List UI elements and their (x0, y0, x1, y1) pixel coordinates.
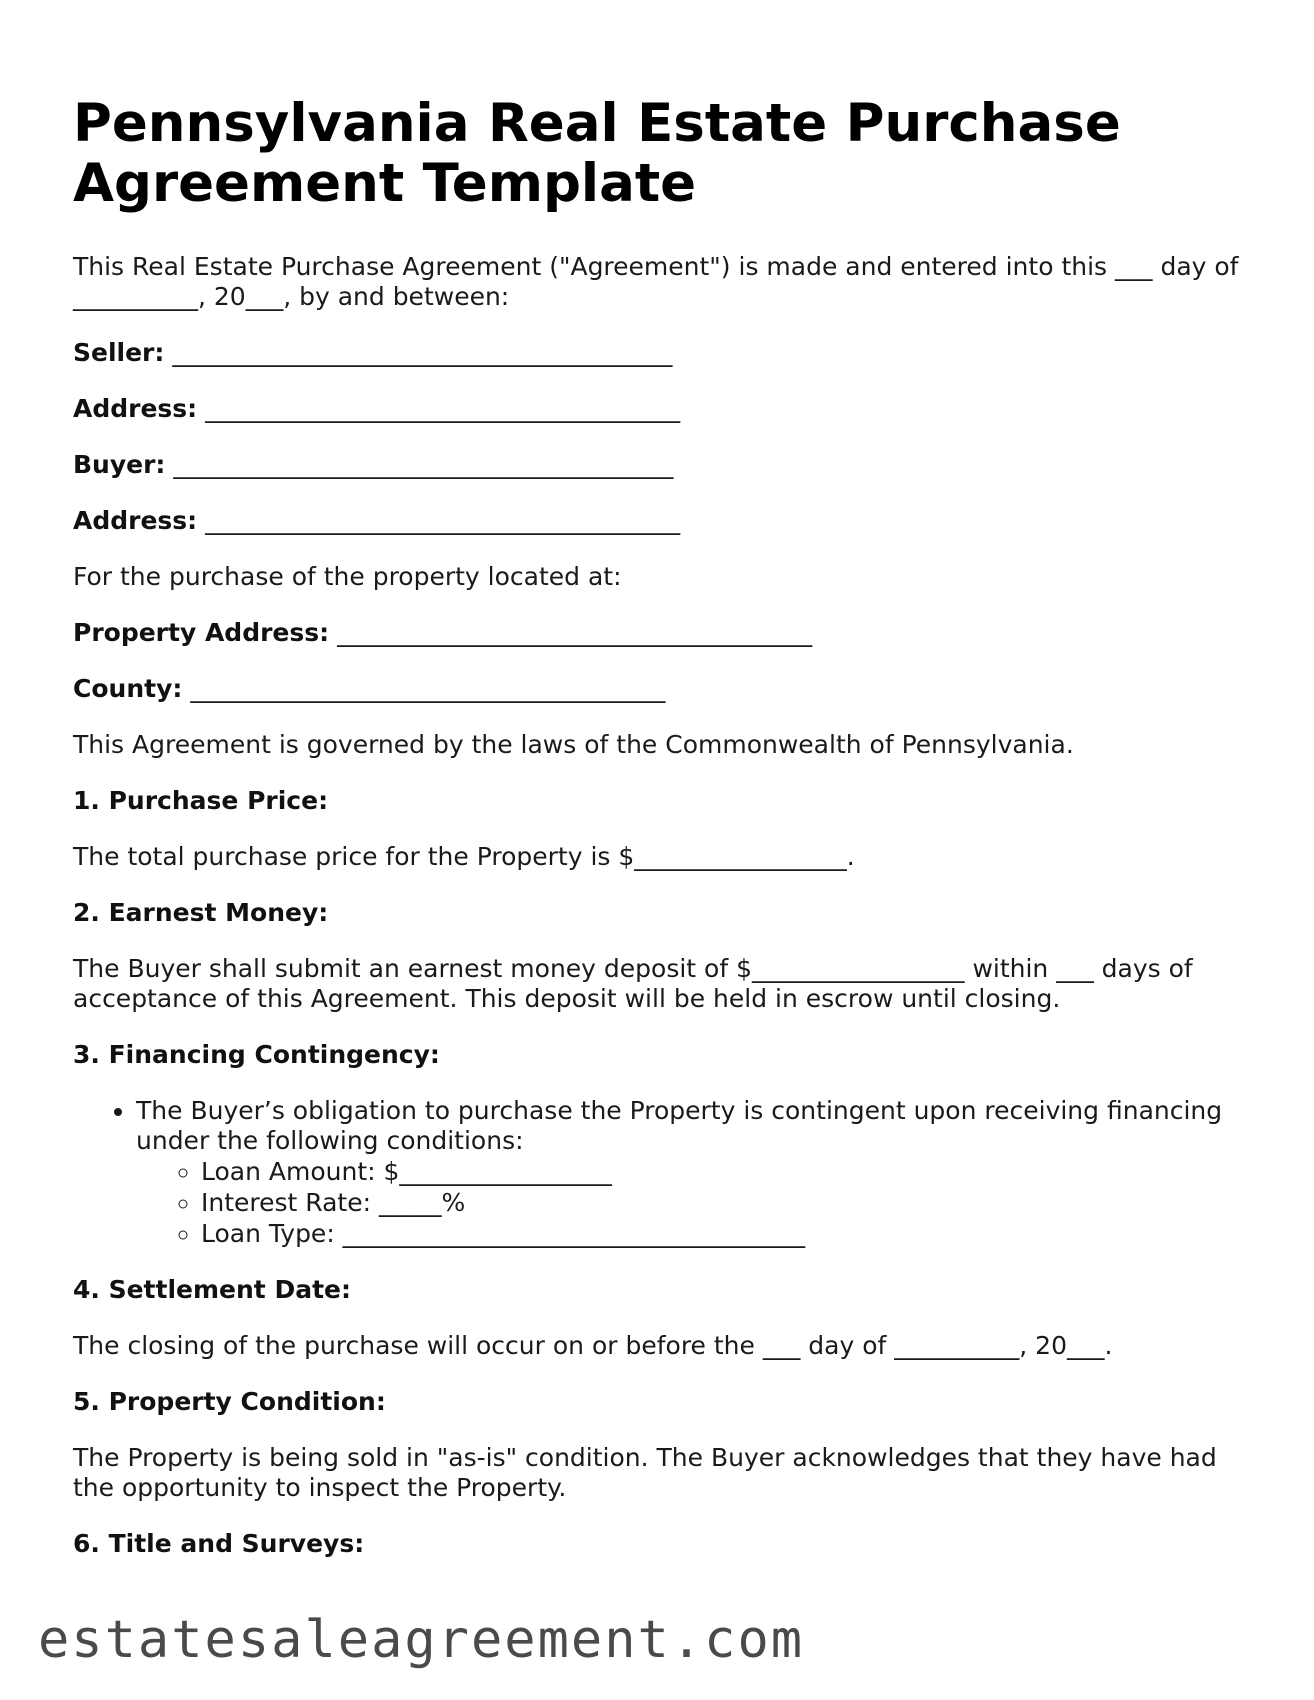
seller-field (73, 338, 1253, 368)
section-heading-property-condition: 5. Property Condition: (73, 1387, 386, 1416)
buyer-address-field (73, 506, 1253, 536)
section-text-purchase-price: The total purchase price for the Property is $_________________. (73, 842, 855, 871)
watermark: estatesaleagreement.com (38, 1610, 805, 1670)
financing-bullet (136, 1096, 1253, 1249)
property-address-label: Property Address: (73, 618, 330, 647)
buyer-label: Buyer: (73, 450, 166, 479)
loan-amount-item: ◦ Loan Amount: $_________________ (201, 1156, 1253, 1187)
interest-rate-item: ◦ Interest Rate: _____% (201, 1187, 1253, 1218)
section-heading-purchase-price: 1. Purchase Price: (73, 786, 329, 815)
seller-blank: ________________________________________ (172, 338, 673, 367)
intro-paragraph: This Real Estate Purchase Agreement ("Agreement") is made and entered into this ___ day of __________, 20___, by and between: (73, 252, 1239, 311)
governing-law: This Agreement is governed by the laws of the Commonwealth of Pennsylvania. (73, 730, 1074, 759)
section-heading-title-surveys: 6. Title and Surveys: (73, 1529, 365, 1558)
section-heading-earnest-money: 2. Earnest Money: (73, 898, 329, 927)
property-address-blank: ______________________________________ (337, 618, 813, 647)
section-heading-settlement-date: 4. Settlement Date: (73, 1275, 351, 1304)
document-page (73, 94, 1253, 1585)
financing-bullet-text: The Buyer’s obligation to purchase the Property is contingent upon receiving financing under the following conditions: (136, 1096, 1223, 1155)
financing-sub-list (136, 1156, 1253, 1249)
seller-address-blank: ______________________________________ (205, 394, 681, 423)
seller-address-label: Address: (73, 394, 198, 423)
seller-address-field (73, 394, 1253, 424)
county-label: County: (73, 674, 183, 703)
section-text-earnest-money: The Buyer shall submit an earnest money deposit of $_________________ within ___ days of acceptance of this Agreement. This deposit will be held in escrow until closing. (73, 954, 1193, 1013)
section-text-property-condition: The Property is being sold in "as-is" condition. The Buyer acknowledges that they have had the opportunity to inspect the Property. (73, 1443, 1217, 1502)
buyer-blank: ________________________________________ (173, 450, 674, 479)
buyer-address-label: Address: (73, 506, 198, 535)
financing-list (73, 1096, 1253, 1249)
buyer-field (73, 450, 1253, 480)
county-blank: ______________________________________ (190, 674, 666, 703)
seller-label: Seller: (73, 338, 165, 367)
loan-type-item: ◦ Loan Type: _____________________________________ (201, 1218, 1253, 1249)
property-intro: For the purchase of the property located at: (73, 562, 622, 591)
document-title: Pennsylvania Real Estate Purchase Agreement Template (73, 93, 1121, 214)
section-text-settlement-date: The closing of the purchase will occur on or before the ___ day of __________, 20___. (73, 1331, 1113, 1360)
buyer-address-blank: ______________________________________ (205, 506, 681, 535)
county-field (73, 674, 1253, 704)
section-heading-financing: 3. Financing Contingency: (73, 1040, 440, 1069)
property-address-field (73, 618, 1253, 648)
